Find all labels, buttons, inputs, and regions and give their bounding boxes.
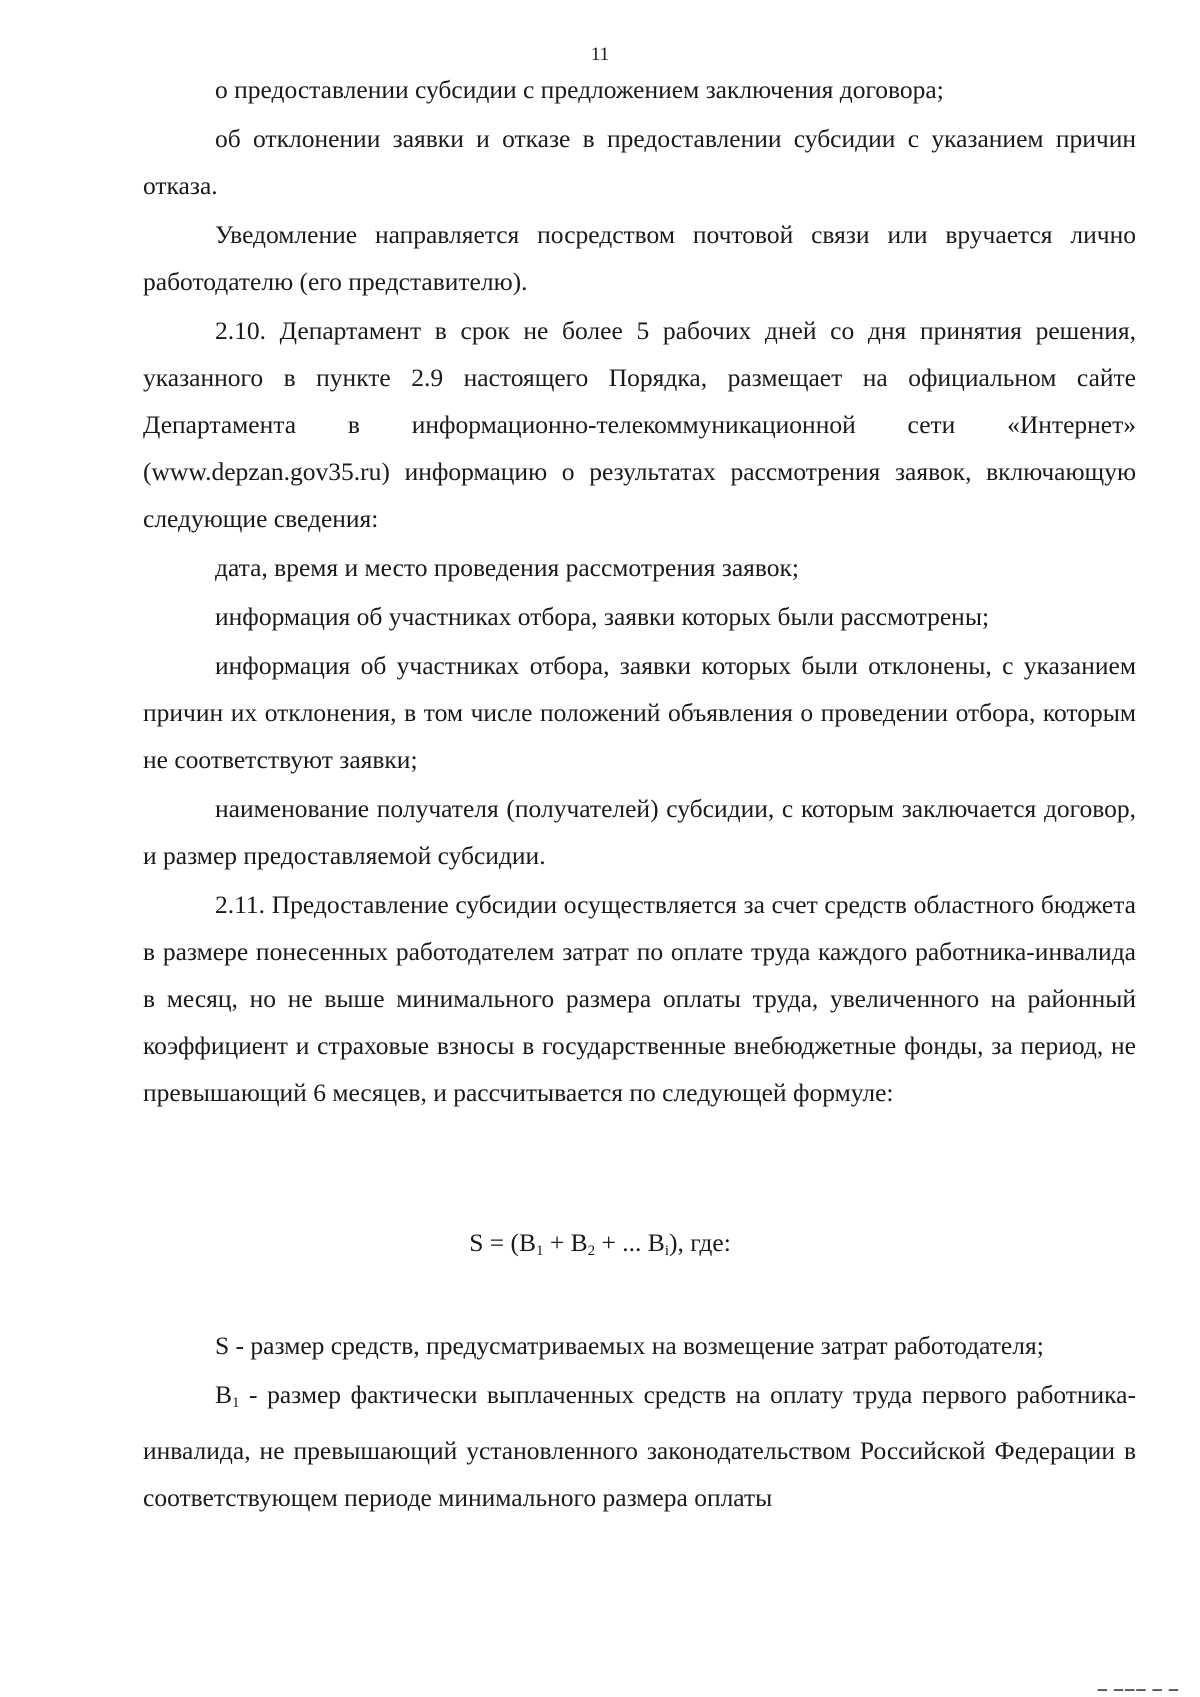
formula-tail: ), где: xyxy=(668,1228,731,1257)
page-number: 11 xyxy=(590,44,610,65)
formula-lhs: S = (B xyxy=(469,1228,537,1257)
paragraph-decision-grant: о предоставлении субсидии с предложением заключения договора; xyxy=(215,75,944,104)
list-item-recipient: наименование получателя (получателей) субсидии, с которым заключается договор, и размер предоставляемой субсидии. xyxy=(143,794,1136,870)
list-item-reviewed: информация об участниках отбора, заявки которых были рассмотрены; xyxy=(215,602,990,631)
formula-plus-1: + B xyxy=(543,1228,588,1257)
b1-text: - размер фактически выплаченных средств на оплату труда первого работника-инвалида, не превышающий установленного законодательством Российской Федерации в соответствующем периоде минимального размера оплаты xyxy=(143,1380,1136,1512)
paragraph-2-10: 2.10. Департамент в срок не более 5 рабочих дней со дня принятия решения, указанного в пункте 2.9 настоящего Порядка, размещает на официальном сайте Департамента в информационно-телекоммуникационной сети «Интернет» (www.depzan.gov35.ru) информацию о результатах рассмотрения заявок, включающую следующие сведения: xyxy=(143,316,1136,533)
b1-subscript: 1 xyxy=(232,1395,240,1411)
list-item-date: дата, время и место проведения рассмотрения заявок; xyxy=(215,553,799,582)
document-body xyxy=(143,66,1136,1118)
formula-plus-2: + ... B xyxy=(595,1228,665,1257)
paragraph-decision-reject: об отклонении заявки и отказе в предоставлении субсидии с указанием причин отказа. xyxy=(143,124,1136,200)
formula-sub-1: 1 xyxy=(536,1243,544,1259)
b1-symbol: B xyxy=(215,1380,233,1409)
formula-definitions xyxy=(143,1322,1136,1523)
list-item-rejected: информация об участниках отбора, заявки которых были отклонены, с указанием причин их отклонения, в том числе положений объявления о проведении отбора, которым не соответствуют заявки; xyxy=(143,651,1136,774)
definition-b1 xyxy=(143,1371,1136,1521)
subsidy-formula xyxy=(0,1223,1200,1271)
paragraph-notification: Уведомление направляется посредством почтовой связи или вручается лично работодателю (его представителю). xyxy=(143,220,1136,296)
scan-corner-mark: ▁ ▁▁▁ ▁ ▁ xyxy=(1097,1677,1180,1691)
definition-s: S - размер средств, предусматриваемых на возмещение затрат работодателя; xyxy=(215,1331,1044,1360)
formula-sub-2: 2 xyxy=(587,1243,596,1259)
paragraph-2-11: 2.11. Предоставление субсидии осуществляется за счет средств областного бюджета в размере понесенных работодателем затрат по оплате труда каждого работника-инвалида в месяц, но не выше минимального размера оплаты труда, увеличенного на районный коэффициент и страховые взносы в государственные внебюджетные фонды, за период, не превышающий 6 месяцев, и рассчитывается по следующей формуле: xyxy=(143,890,1136,1107)
formula-sub-i: i xyxy=(664,1243,669,1259)
